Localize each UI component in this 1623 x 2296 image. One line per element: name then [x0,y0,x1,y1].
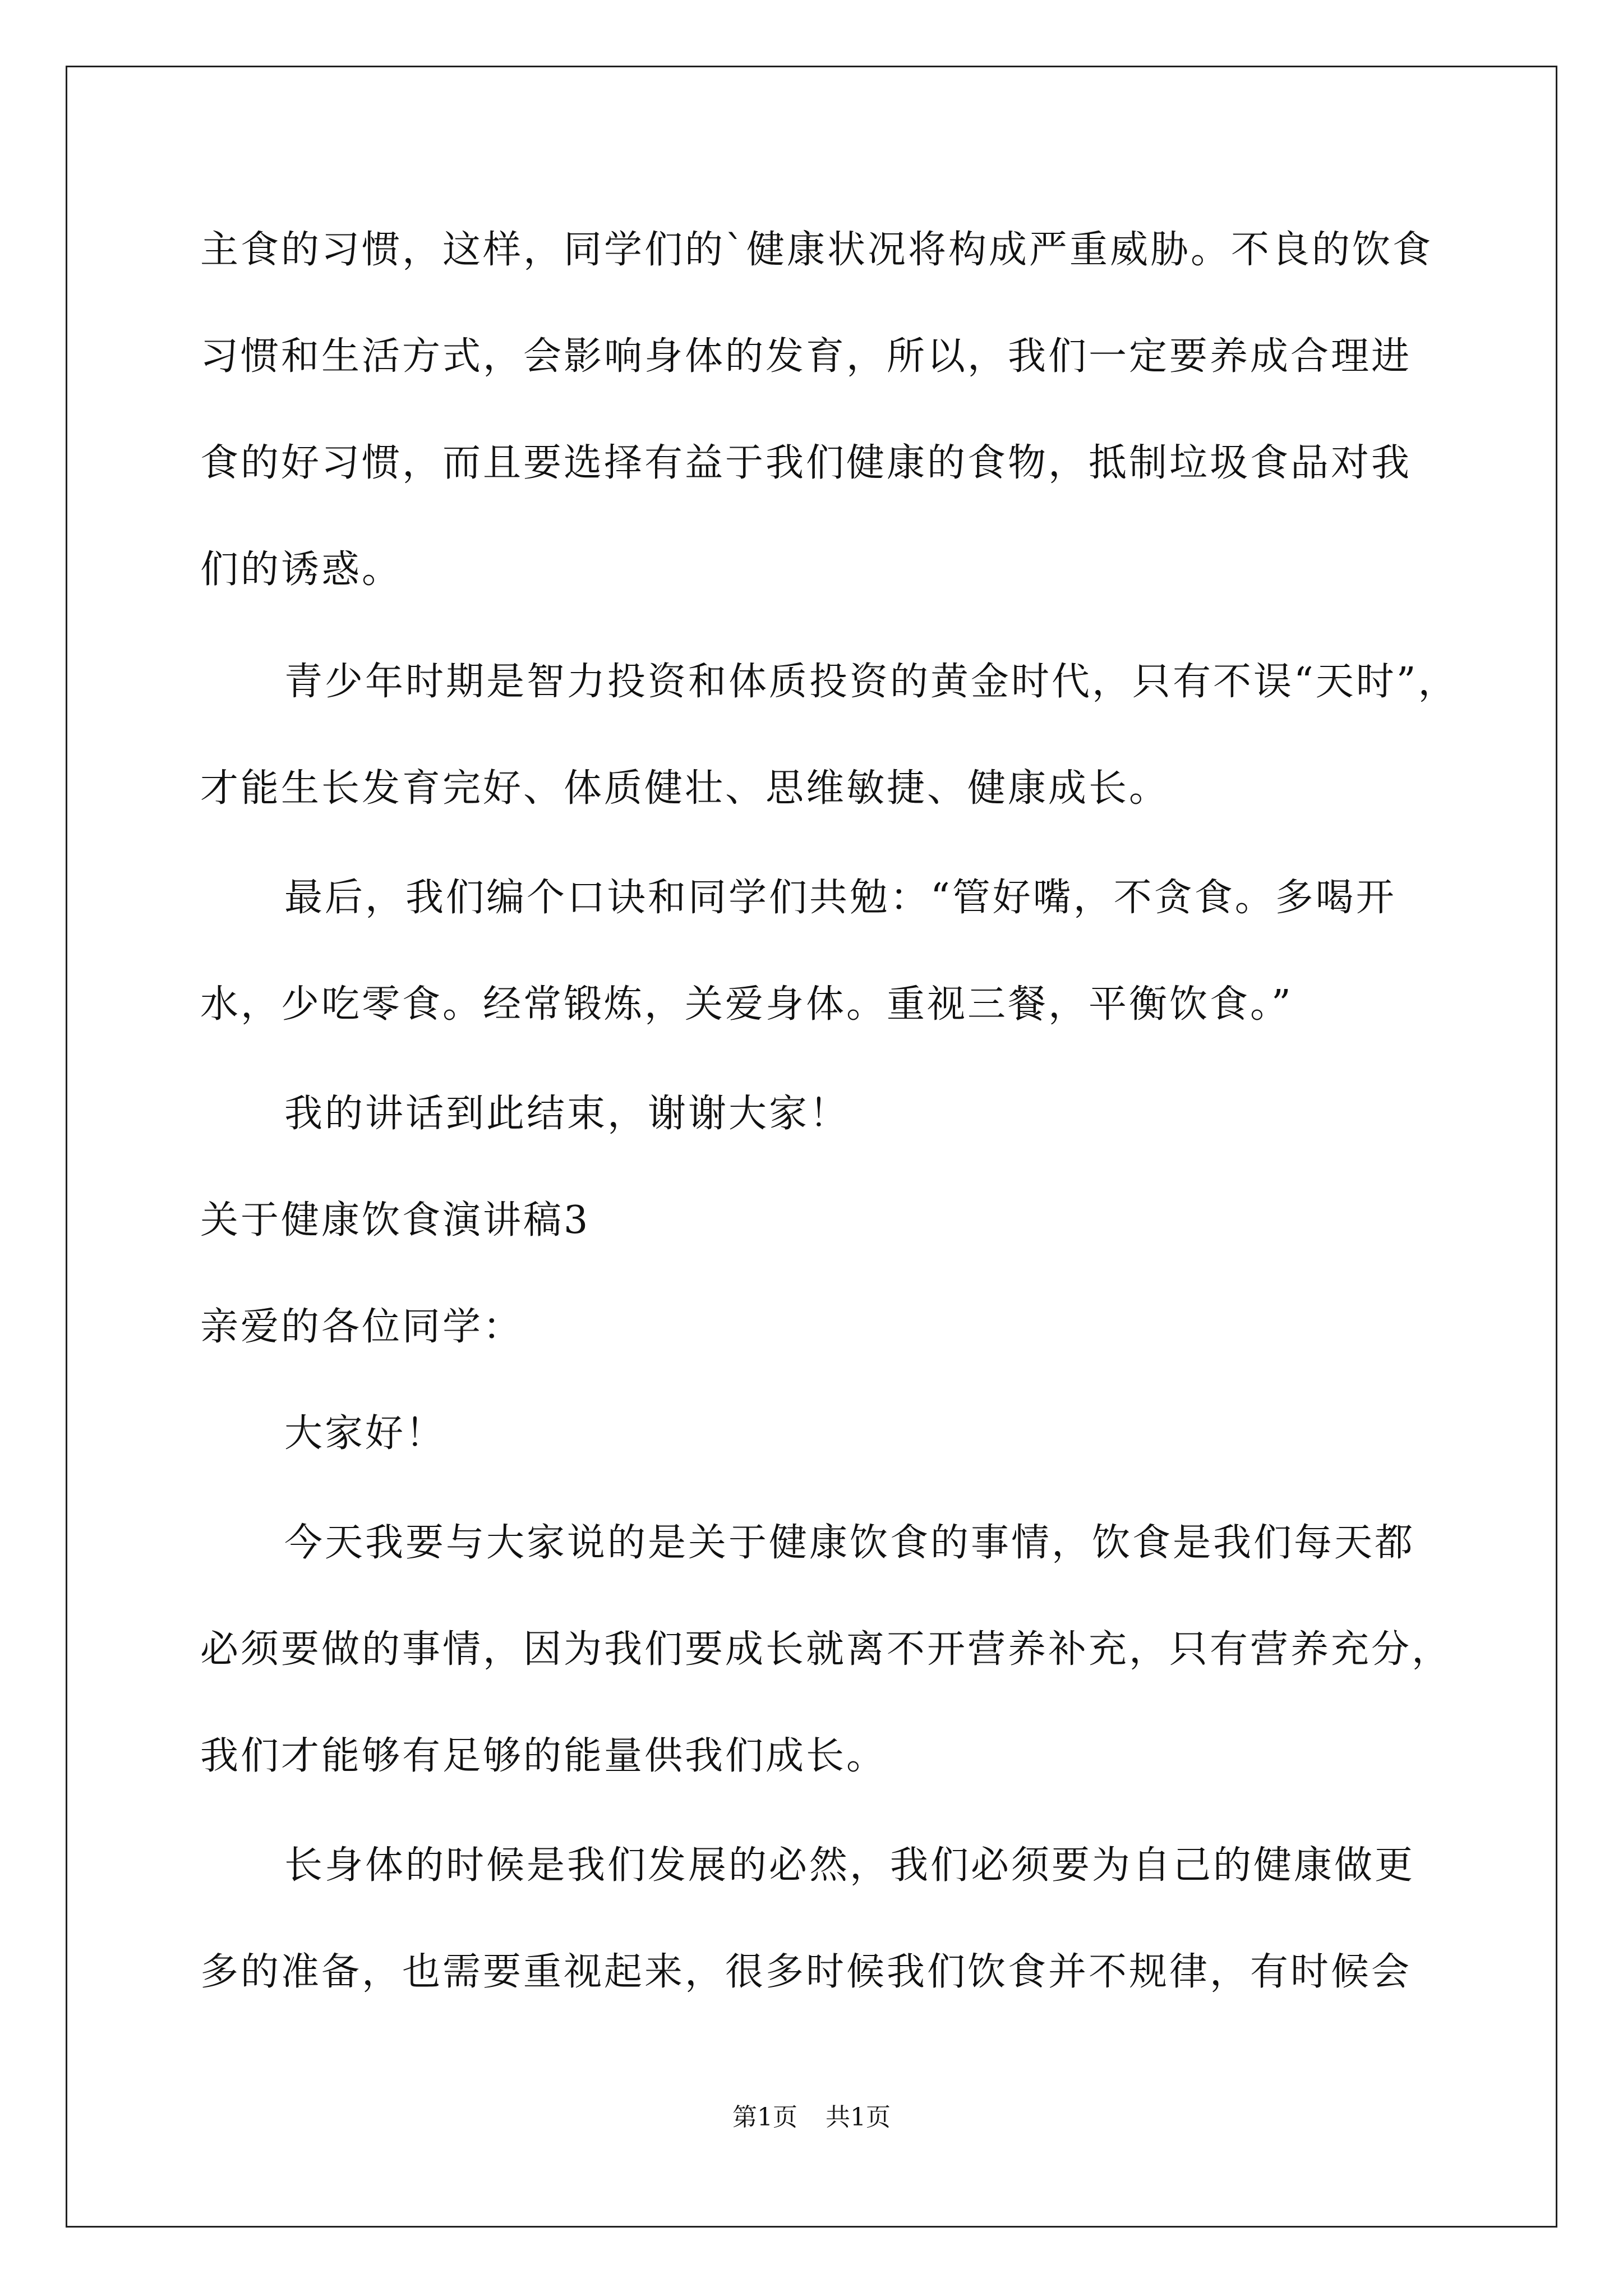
body-line-6: 才能生长发育完好、体质健壮、思维敏捷、健康成长。 [200,766,1170,811]
page-number: 第1页 [732,2103,797,2132]
body-line-15: 我们才能够有足够的能量供我们成长。 [200,1734,887,1778]
body-line-3: 食的好习惯，而且要选择有益于我们健康的食物，抵制垃圾食品对我 [200,441,1412,485]
body-line-5: 青少年时期是智力投资和体质投资的黄金时代，只有不误“天时”， [284,660,1459,704]
page-border [66,66,1557,2228]
body-line-16: 长身体的时候是我们发展的必然，我们必须要为自己的健康做更 [284,1843,1415,1888]
body-line-13: 今天我要与大家说的是关于健康饮食的事情，饮食是我们每天都 [284,1521,1415,1565]
body-line-4: 们的诱惑。 [200,547,403,592]
body-line-7: 最后，我们编个口诀和同学们共勉：“管好嘴，不贪食。多喝开 [284,876,1396,920]
body-line-17: 多的准备，也需要重视起来，很多时候我们饮食并不规律，有时候会 [200,1950,1412,1994]
body-line-8: 水，少吃零食。经常锻炼，关爱身体。重视三餐，平衡饮食。” [200,982,1293,1027]
body-line-14: 必须要做的事情，因为我们要成长就离不开营养补充，只有营养充分， [200,1627,1453,1672]
body-line-1: 主食的习惯，这样，同学们的`健康状况将构成严重威胁。不良的饮食 [200,228,1433,272]
page-total: 共1页 [826,2103,891,2132]
section-heading: 关于健康饮食演讲稿3 [200,1198,591,1243]
body-line-2: 习惯和生活方式，会影响身体的发育，所以，我们一定要养成合理进 [200,334,1412,379]
greeting-line: 大家好！ [284,1411,446,1456]
salutation-line: 亲爱的各位同学： [200,1305,524,1349]
page-footer [0,2101,1623,2134]
body-line-9: 我的讲话到此结束，谢谢大家！ [284,1092,850,1136]
